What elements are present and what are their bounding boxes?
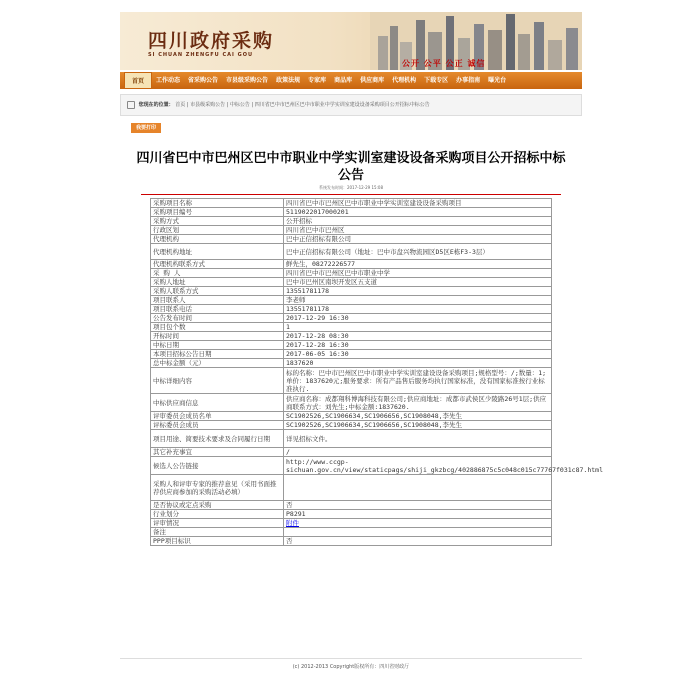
footer-copyright: (c) 2012-2013 Copyright版权所有：四川省财政厅 <box>292 664 410 670</box>
field-value: / <box>284 448 552 457</box>
table-row <box>151 332 552 341</box>
title-divider <box>141 194 561 195</box>
table-row <box>151 208 552 217</box>
field-label: 候选人公告链接 <box>151 457 284 475</box>
field-value: 四川省巴中市巴州区 <box>284 226 552 235</box>
field-label: 本项目招标公告日期 <box>151 350 284 359</box>
field-value: 巴中正信招标有限公司（地址：巴中市盘兴物流园区D5区E栋F3-3层） <box>284 244 552 260</box>
field-value: http://www.ccgp-sichuan.gov.cn/view/staticpags/shiji_gkzbcg/402886875c5c048c015c77767f031c87.html <box>284 457 552 475</box>
nav-item-guide[interactable]: 办事指南 <box>456 77 481 84</box>
table-row <box>151 235 552 244</box>
site-logo-title[interactable]: 四川政府采购 <box>148 30 275 52</box>
slogan-text: 公开 公平 公正 诚信 <box>402 59 486 68</box>
field-value: 2017-12-28 08:30 <box>284 332 552 341</box>
table-row <box>151 537 552 546</box>
table-row <box>151 350 552 359</box>
location-icon <box>127 101 135 109</box>
field-label: 评标委员会成员 <box>151 421 284 430</box>
field-value: 李老师 <box>284 296 552 305</box>
field-label: 中标详细内容 <box>151 368 284 394</box>
field-label: 行业划分 <box>151 510 284 519</box>
table-row <box>151 341 552 350</box>
table-row <box>151 421 552 430</box>
page-container <box>120 12 603 670</box>
table-row <box>151 314 552 323</box>
header-banner <box>120 12 582 70</box>
field-value: 鲜先生，08272226577 <box>284 260 552 269</box>
table-row <box>151 269 552 278</box>
table-row <box>151 296 552 305</box>
table-row <box>151 448 552 457</box>
field-label: 项目联系人 <box>151 296 284 305</box>
table-row <box>151 323 552 332</box>
nav-item-suppliers[interactable]: 供应商库 <box>360 77 385 84</box>
field-value: 供应商名称：成都翔科博海科技有限公司;供应商地址：成都市武侯区少陵路26号1层;供应商联系方式：刘先生;中标金额:1837620. <box>284 394 552 412</box>
breadcrumb <box>120 94 582 116</box>
field-label: 代理机构 <box>151 235 284 244</box>
table-row <box>151 305 552 314</box>
announcement-table <box>150 198 603 546</box>
field-value: SC1902526,SC1906634,SC1906656,SC1908048,李先生 <box>284 421 552 430</box>
field-value: 巴中正信招标有限公司 <box>284 235 552 244</box>
site-logo-subtitle: SI CHUAN ZHENGFU CAI GOU <box>148 52 254 58</box>
attachment-link[interactable]: 附件 <box>286 519 299 527</box>
table-row <box>151 278 552 287</box>
table-row <box>151 528 552 537</box>
table-row <box>151 394 552 412</box>
field-label: 采购人地址 <box>151 278 284 287</box>
field-label: 开标时间 <box>151 332 284 341</box>
field-label: 行政区划 <box>151 226 284 235</box>
table-row <box>151 501 552 510</box>
field-value: 2017-12-29 16:30 <box>284 314 552 323</box>
nav-item-work-news[interactable]: 工作动态 <box>156 77 181 84</box>
field-label: 公告发布时间 <box>151 314 284 323</box>
nav-item-exposure[interactable]: 曝光台 <box>488 77 507 84</box>
field-label: 代理机构联系方式 <box>151 260 284 269</box>
field-value: 四川省巴中市巴州区巴中市职业中学实训室建设设备采购项目 <box>284 199 552 208</box>
nav-item-policies[interactable]: 政策法规 <box>276 77 301 84</box>
field-value: 否 <box>284 537 552 546</box>
announcement-title: 四川省巴中市巴州区巴中市职业中学实训室建设设备采购项目公开招标中标公告 <box>136 151 566 183</box>
table-row <box>151 226 552 235</box>
field-value <box>284 519 552 528</box>
table-row <box>151 510 552 519</box>
field-label: 采购项目名称 <box>151 199 284 208</box>
field-label: 其它补充事宜 <box>151 448 284 457</box>
field-value: 否 <box>284 501 552 510</box>
table-row <box>151 244 552 260</box>
field-value: SC1902526,SC1906634,SC1906656,SC1908048,李先生 <box>284 412 552 421</box>
field-value: 1837620 <box>284 359 552 368</box>
field-label: 中标供应商信息 <box>151 394 284 412</box>
field-value: 1 <box>284 323 552 332</box>
field-label: 项目用途、简要技术要求及合同履行日期 <box>151 430 284 448</box>
print-button[interactable]: 我要打印 <box>131 123 161 133</box>
field-value: 13551781178 <box>284 287 552 296</box>
field-value: 2017-06-05 16:30 <box>284 350 552 359</box>
field-label: 采购人联系方式 <box>151 287 284 296</box>
field-label: 评审委员会成员名单 <box>151 412 284 421</box>
nav-item-agencies[interactable]: 代理机构 <box>392 77 417 84</box>
field-value: 2017-12-28 16:30 <box>284 341 552 350</box>
field-label: 项目包个数 <box>151 323 284 332</box>
field-label: 项目联系电话 <box>151 305 284 314</box>
nav-item-products[interactable]: 商品库 <box>334 77 353 84</box>
table-row <box>151 287 552 296</box>
field-value <box>284 475 552 501</box>
field-label: 采 购 人 <box>151 269 284 278</box>
field-label: 采购人和评审专家的推荐意见（采用书面推荐供应商参加的采购活动必填） <box>151 475 284 501</box>
nav-item-city-notices[interactable]: 市县级采购公告 <box>226 77 269 84</box>
table-row <box>151 475 552 501</box>
breadcrumb-label: 您现在的位置： <box>138 102 174 108</box>
field-value <box>284 528 552 537</box>
table-row <box>151 368 552 394</box>
field-value: 标的名称：巴中市巴州区巴中市职业中学实训室建设设备采购项目;规格型号：/;数量：1;单价：1837620元;服务要求：所有产品售后服务均执行国家标准，没有国家标准按行业标准执行. <box>284 368 552 394</box>
field-value: 四川省巴中市巴州区巴中市职业中学 <box>284 269 552 278</box>
footer-divider <box>120 658 582 659</box>
field-value: 13551781178 <box>284 305 552 314</box>
field-label: 代理机构地址 <box>151 244 284 260</box>
field-value: 详见招标文件。 <box>284 430 552 448</box>
table-row <box>151 430 552 448</box>
main-nav <box>120 72 582 89</box>
field-label: 采购方式 <box>151 217 284 226</box>
field-label: 采购项目编号 <box>151 208 284 217</box>
field-label: 总中标金额（元） <box>151 359 284 368</box>
field-label: 是否协议或定点采购 <box>151 501 284 510</box>
table-row <box>151 412 552 421</box>
nav-item-province-notices[interactable]: 省采购公告 <box>188 77 219 84</box>
table-row <box>151 199 552 208</box>
field-label: 中标日期 <box>151 341 284 350</box>
breadcrumb-path[interactable]: 首页 | 市县级采购公告 | 中标公告 | 四川省巴中市巴州区巴中市职业中学实训室建设设备采购项目公开招标中标公告 <box>175 102 430 108</box>
table-row <box>151 260 552 269</box>
nav-item-home[interactable]: 首页 <box>124 72 152 89</box>
table-row <box>151 519 552 528</box>
field-value: 5119022017000201 <box>284 208 552 217</box>
table-row <box>151 217 552 226</box>
nav-item-downloads[interactable]: 下载专区 <box>424 77 449 84</box>
field-value: 巴中市巴州区南坝开发区五支道 <box>284 278 552 287</box>
field-label: 评审情况 <box>151 519 284 528</box>
nav-item-experts[interactable]: 专家库 <box>308 77 327 84</box>
field-label: PPP项目标识 <box>151 537 284 546</box>
field-label: 备注 <box>151 528 284 537</box>
field-value: P8291 <box>284 510 552 519</box>
field-value: 公开招标 <box>284 217 552 226</box>
publish-time: 系统发布时间：2017-12-29 15:08 <box>318 185 384 190</box>
table-row <box>151 359 552 368</box>
table-row <box>151 457 552 475</box>
